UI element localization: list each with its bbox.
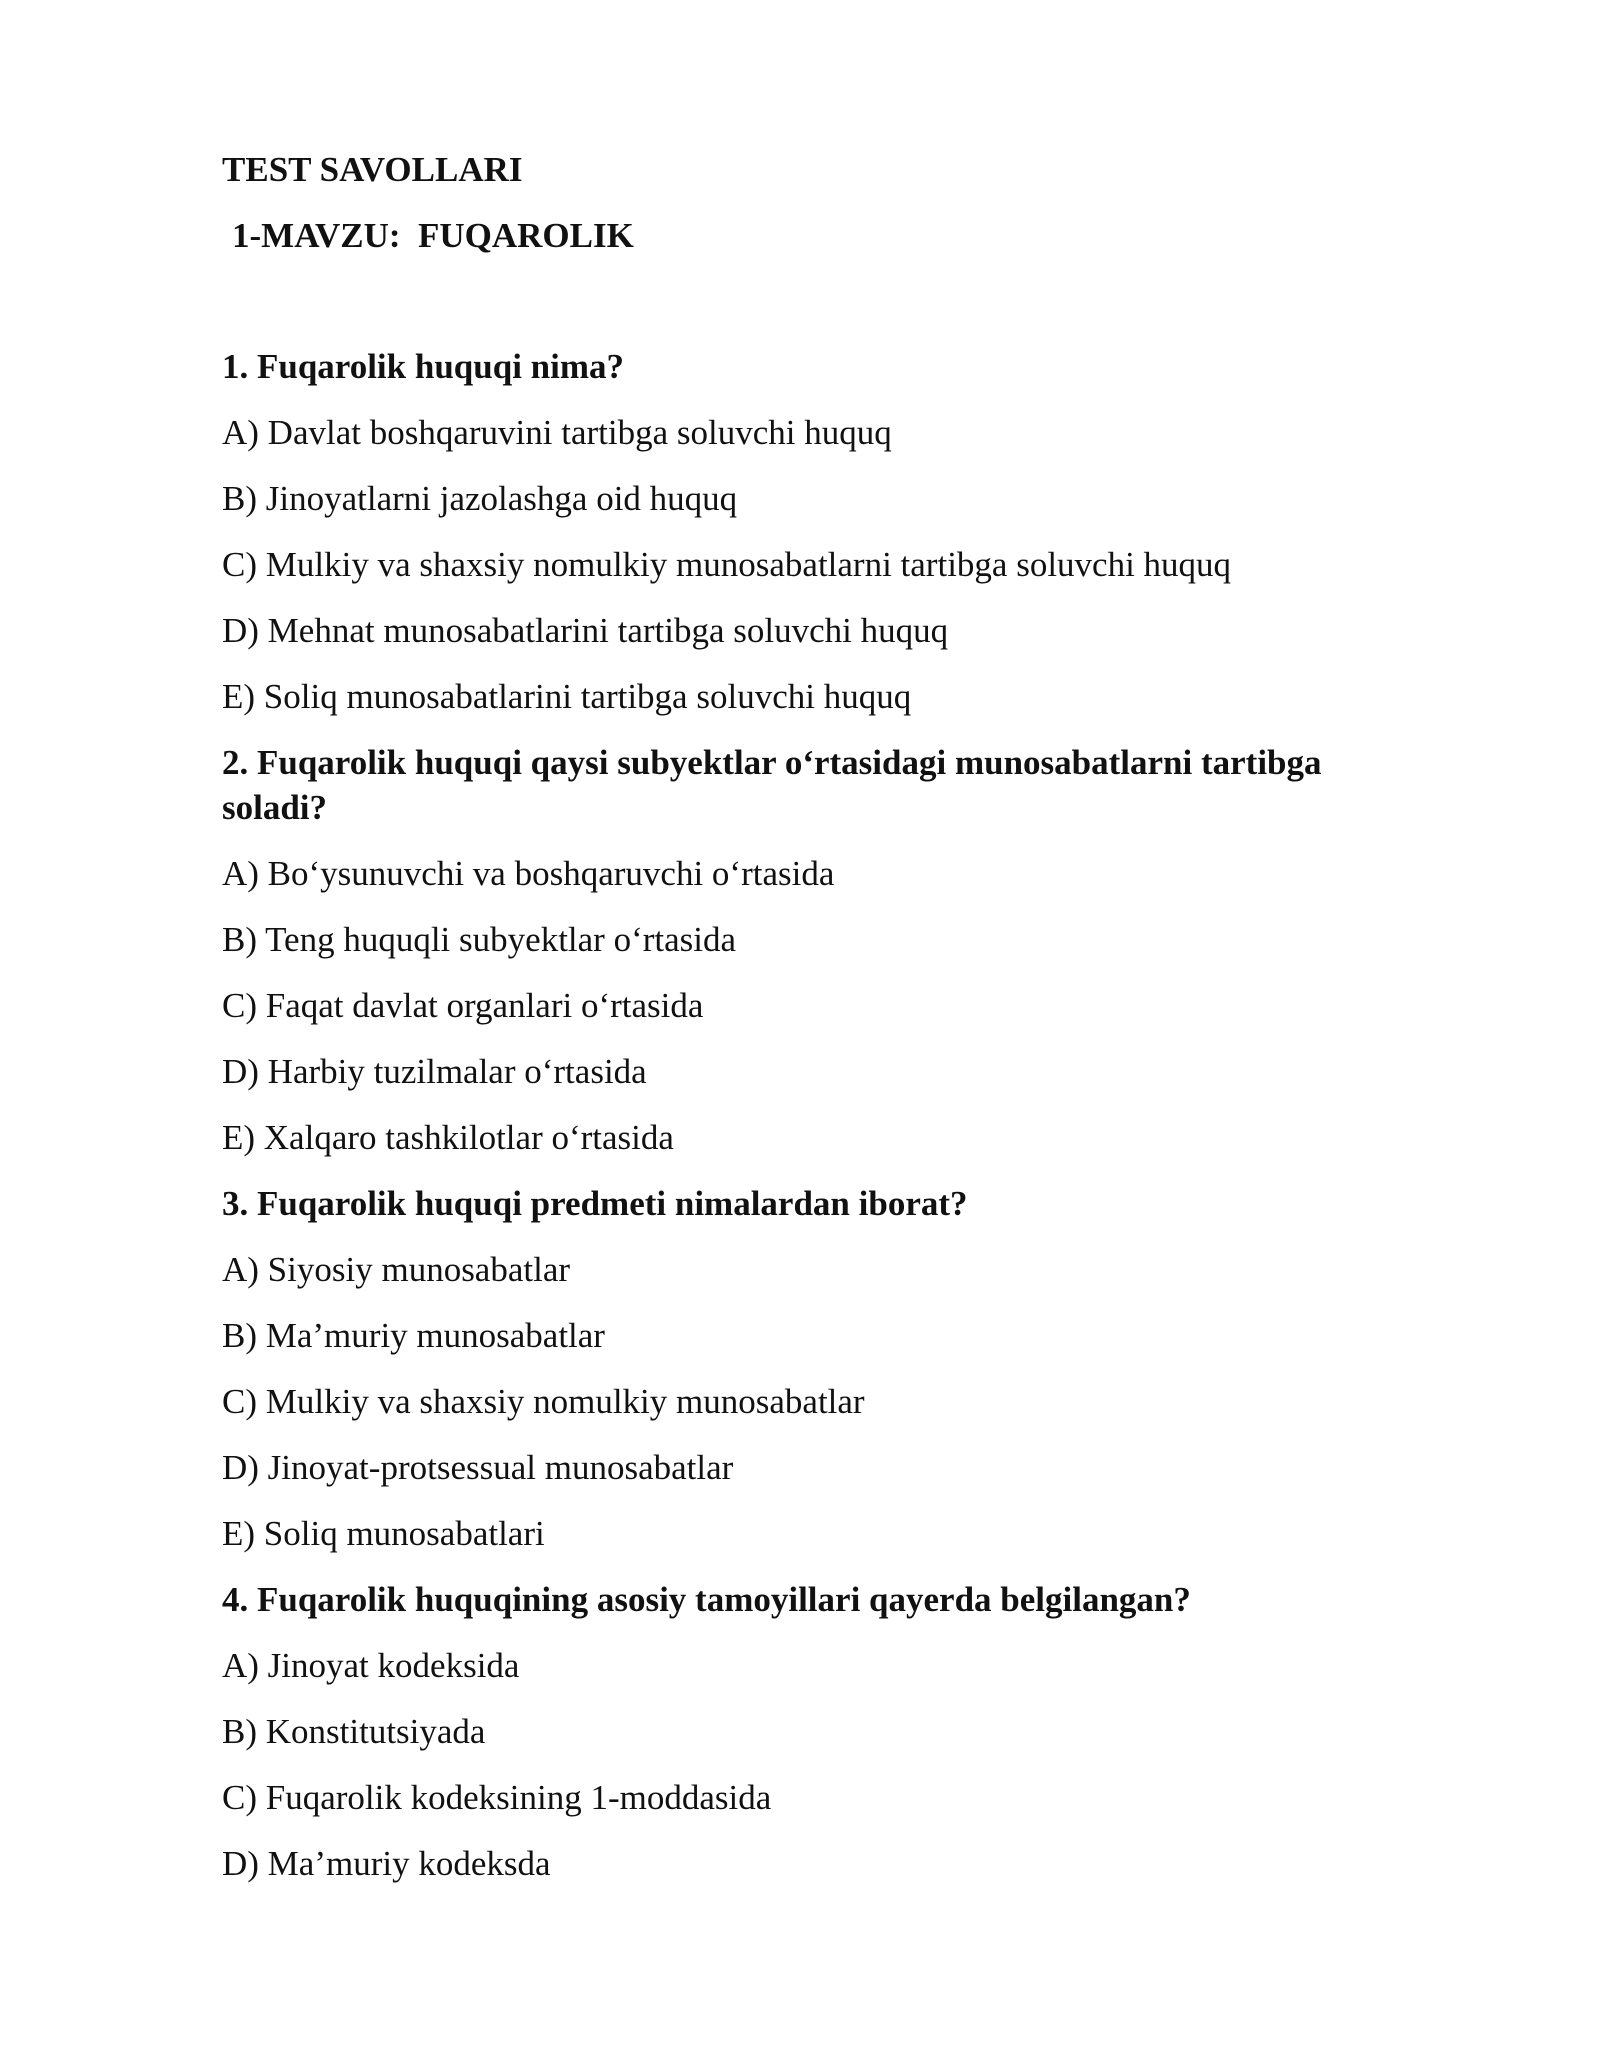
answer-option-e: E) Soliq munosabatlarini tartibga soluvchi huquq <box>222 677 912 716</box>
question-1 <box>222 344 1422 719</box>
answer-option-a: A) Jinoyat kodeksida <box>222 1646 520 1685</box>
question-list <box>222 344 1422 1886</box>
question-text: 2. Fuqarolik huquqi qaysi subyektlar o‘rtasidagi munosabatlarni tartibga soladi? <box>222 743 1322 827</box>
answer-option-c: C) Mulkiy va shaxsiy nomulkiy munosabatlar <box>222 1382 865 1421</box>
question-4 <box>222 1577 1422 1886</box>
answer-option-c: C) Faqat davlat organlari o‘rtasida <box>222 986 704 1025</box>
question-text: 1. Fuqarolik huquqi nima? <box>222 347 625 386</box>
document-content <box>222 146 1422 1907</box>
answer-option-b: B) Ma’muriy munosabatlar <box>222 1316 605 1355</box>
answer-option-a: A) Siyosiy munosabatlar <box>222 1250 571 1289</box>
answer-option-d: D) Harbiy tuzilmalar o‘rtasida <box>222 1052 647 1091</box>
answer-option-e: E) Xalqaro tashkilotlar o‘rtasida <box>222 1118 674 1157</box>
answer-option-b: B) Teng huquqli subyektlar o‘rtasida <box>222 920 737 959</box>
question-text: 3. Fuqarolik huquqi predmeti nimalardan iborat? <box>222 1184 968 1223</box>
answer-option-b: B) Jinoyatlarni jazolashga oid huquq <box>222 479 738 518</box>
answer-option-a: A) Davlat boshqaruvini tartibga soluvchi huquq <box>222 413 892 452</box>
topic-title: 1-MAVZU: FUQAROLIK <box>232 216 634 255</box>
answer-option-b: B) Konstitutsiyada <box>222 1712 486 1751</box>
answer-option-d: D) Jinoyat-protsessual munosabatlar <box>222 1448 734 1487</box>
answer-option-d: D) Mehnat munosabatlarini tartibga soluvchi huquq <box>222 611 949 650</box>
answer-option-e: E) Soliq munosabatlari <box>222 1514 545 1553</box>
answer-option-c: C) Fuqarolik kodeksining 1-moddasida <box>222 1778 772 1817</box>
answer-option-c: C) Mulkiy va shaxsiy nomulkiy munosabatlarni tartibga soluvchi huquq <box>222 545 1232 584</box>
question-2 <box>222 740 1422 1160</box>
question-3 <box>222 1181 1422 1556</box>
answer-option-a: A) Bo‘ysunuvchi va boshqaruvchi o‘rtasida <box>222 854 835 893</box>
document-title: TEST SAVOLLARI <box>222 150 523 189</box>
question-text: 4. Fuqarolik huquqining asosiy tamoyillari qayerda belgilangan? <box>222 1580 1191 1619</box>
answer-option-d: D) Ma’muriy kodeksda <box>222 1844 551 1883</box>
